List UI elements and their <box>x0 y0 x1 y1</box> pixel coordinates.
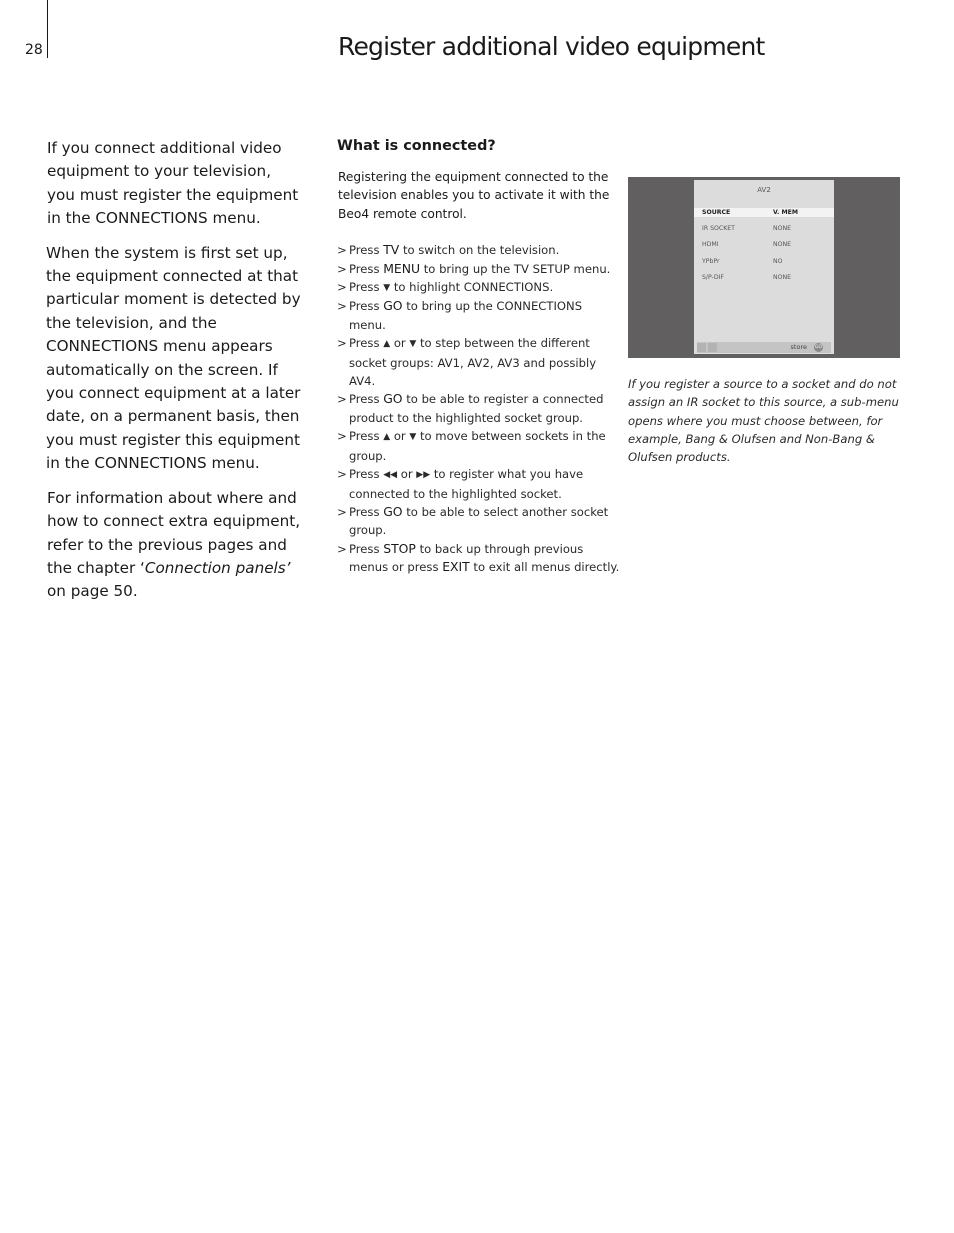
step-item <box>337 334 622 390</box>
step-marker: > <box>337 541 347 556</box>
tv-screen-illustration <box>628 177 900 358</box>
margin-rule <box>47 0 48 58</box>
menu-row-value: NONE <box>773 225 792 232</box>
step-word: Press <box>349 280 380 295</box>
step-word: Press <box>349 467 380 482</box>
step-text: to back up through previous menus <box>349 541 584 575</box>
fast-forward-icon: ▶▶ <box>416 470 431 481</box>
menu-row-ir-socket <box>694 224 834 233</box>
step-text: to be able to select another socket group. <box>349 504 609 538</box>
menu-row-key: S/P-DIF <box>702 274 724 281</box>
menu-row-key: IR SOCKET <box>702 225 735 232</box>
key-stop: STOP <box>383 540 416 556</box>
step-list <box>337 241 622 576</box>
arrow-up-icon: ▲ <box>383 432 391 443</box>
step-word: Press <box>349 504 380 519</box>
step-text: to move between sockets in the group. <box>349 429 606 463</box>
step-item <box>337 503 622 540</box>
arrow-down-icon: ▼ <box>383 283 391 294</box>
step-word: Press <box>349 392 380 407</box>
step-text: to bring up the CONNECTIONS menu. <box>349 299 583 332</box>
step-marker: > <box>337 243 347 258</box>
step-item <box>337 540 622 577</box>
menu-row-ypbpr <box>694 257 834 266</box>
step-word: or <box>400 467 413 482</box>
menu-row-hdmi <box>694 240 834 249</box>
key-go: GO <box>383 391 403 407</box>
rewind-icon: ◀◀ <box>383 470 398 481</box>
step-marker: > <box>337 336 347 351</box>
step-item <box>337 390 622 427</box>
step-item <box>337 241 622 259</box>
step-word: Press <box>349 261 380 276</box>
step-word: Press <box>349 429 380 444</box>
menu-row-source <box>694 208 834 217</box>
menu-row-key: YPbPr <box>702 258 720 265</box>
menu-row-value: NONE <box>773 274 792 281</box>
intro-paragraph: If you connect additional video equipment to your television, you must register the equipment in the CONNECTIONS menu. <box>47 139 299 228</box>
key-tv: TV <box>383 242 400 258</box>
section-intro: Registering the equipment connected to the television enables you to activate it with the Beo4 remote control. <box>338 170 610 221</box>
menu-row-value: V. MEM <box>773 209 799 216</box>
menu-row-value: NO <box>773 258 783 265</box>
step-text: to be able to register a connected product to the highlighted socket group. <box>349 392 604 425</box>
menu-row-key: HDMI <box>702 241 719 248</box>
instructions-column <box>337 138 622 577</box>
arrow-down-icon: ▼ <box>409 432 417 443</box>
status-square <box>708 343 717 352</box>
step-word: or <box>393 336 406 351</box>
step-word: or <box>393 429 406 444</box>
menu-title: AV2 <box>757 186 771 194</box>
step-item <box>337 465 622 503</box>
status-square <box>697 343 706 352</box>
page-title: Register additional video equipment <box>338 32 765 61</box>
step-word: or press <box>391 560 439 575</box>
step-item <box>337 278 622 297</box>
step-text: to exit all menus directly. <box>473 560 620 575</box>
chapter-reference: Connection panels’ <box>144 558 291 577</box>
intro-column <box>47 137 302 615</box>
menu-row-value: NONE <box>773 241 792 248</box>
key-exit: EXIT <box>442 559 470 575</box>
step-word: Press <box>349 336 380 351</box>
step-marker: > <box>337 467 347 482</box>
screen-caption: If you register a source to a socket and do not assign an IR socket to this source, a sub-menu opens where you must choose between, for example, Bang & Olufsen and Non-Bang & Olufsen products. <box>628 377 899 465</box>
step-marker: > <box>337 504 347 519</box>
go-button-icon: GO <box>814 345 823 350</box>
key-menu: MENU <box>383 260 421 276</box>
step-item <box>337 260 622 278</box>
paragraph-text: on page 50. <box>47 582 138 601</box>
intro-paragraph: When the system is first set up, the equipment connected at that particular moment is detected by the television, and the CONNECTIONS menu appears automatically on the screen. If you connect equipment at a later date, on a permanent basis, then you must register this equipment in the CONNECTIONS menu. <box>46 243 301 473</box>
step-text: to switch on the television. <box>402 243 560 258</box>
step-marker: > <box>337 261 347 276</box>
step-text: to register what you have connected to the highlighted socket. <box>349 467 584 501</box>
step-marker: > <box>337 299 347 314</box>
arrow-down-icon: ▼ <box>409 339 417 350</box>
step-word: Press <box>349 299 380 314</box>
step-word: Press <box>349 541 380 556</box>
menu-row-key: SOURCE <box>702 209 731 216</box>
step-word: Press <box>349 243 380 258</box>
arrow-up-icon: ▲ <box>383 339 391 350</box>
section-heading: What is connected? <box>337 138 496 154</box>
step-item <box>337 297 622 334</box>
step-marker: > <box>337 392 347 407</box>
menu-row-spdif <box>694 273 834 282</box>
step-text: to highlight CONNECTIONS. <box>393 280 554 295</box>
step-item <box>337 427 622 465</box>
step-text: to bring up the TV SETUP menu. <box>423 261 611 276</box>
intro-paragraph <box>47 487 302 604</box>
paragraph-text: For information about where and how to connect extra equipment, refer to the previous pages and the chapter ‘ <box>47 488 301 577</box>
key-go: GO <box>383 298 403 314</box>
step-text: to step between the different socket groups: AV1, AV2, AV3 and possibly AV4. <box>349 336 597 389</box>
page-number: 28 <box>25 42 43 58</box>
step-marker: > <box>337 429 347 444</box>
connections-menu <box>694 180 834 354</box>
store-label: store <box>790 343 807 351</box>
key-go: GO <box>383 503 403 519</box>
step-marker: > <box>337 280 347 295</box>
menu-status-bar <box>697 342 831 353</box>
